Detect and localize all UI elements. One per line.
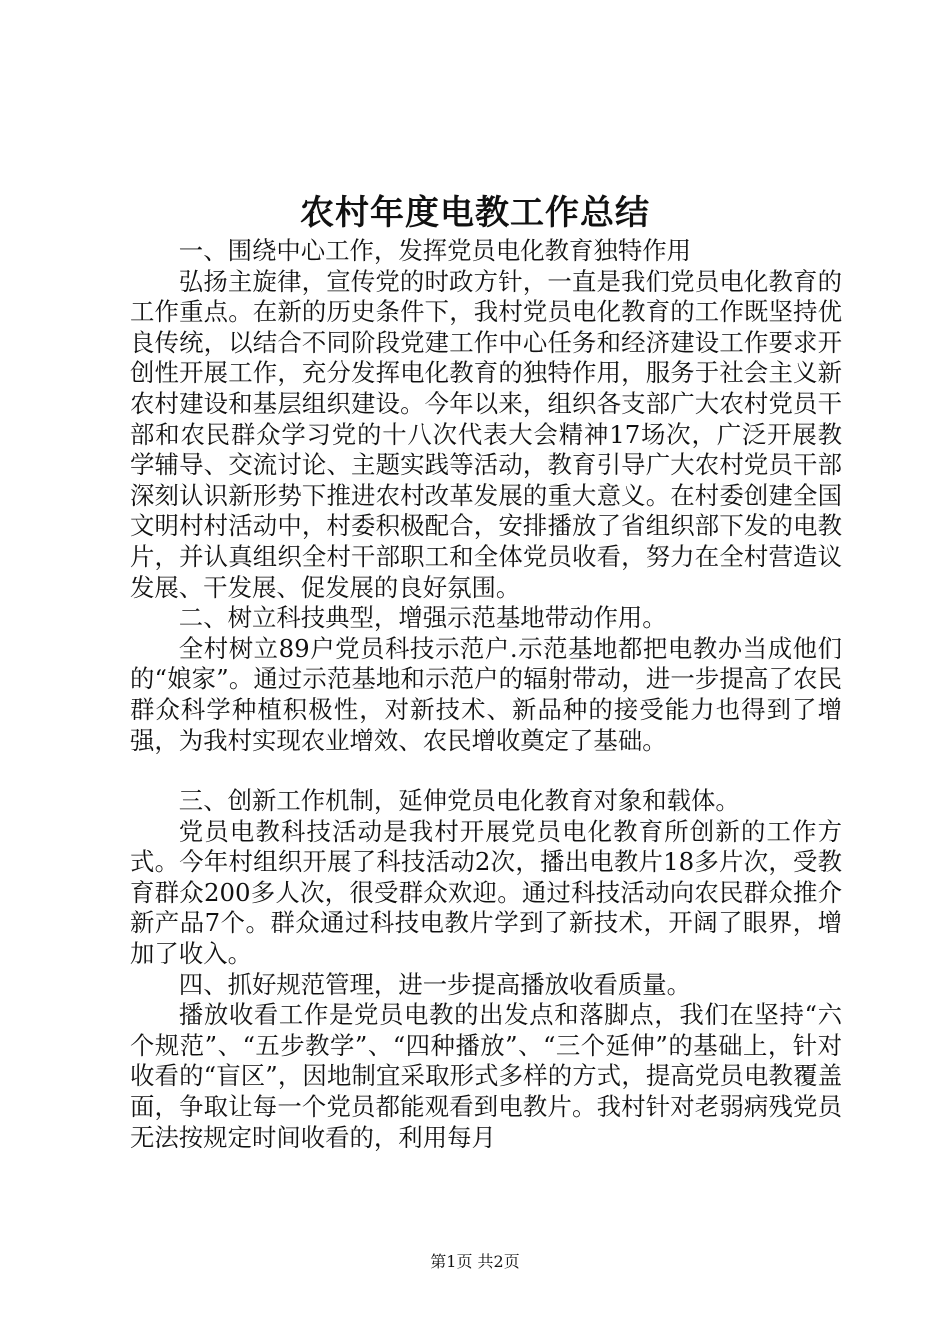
paragraph-2: 全村树立89户党员科技示范户.示范基地都把电教办当成他们的“娘家”。通过示范基地和示范户的辐射带动，进一步提高了农民群众科学种植积极性，对新技术、新品种的接受能力也得到了增强，为我村实现农业增效、农民增收奠定了基础。: [130, 633, 842, 755]
section-heading-4: 四、抓好规范管理，进一步提高播放收看质量。: [178, 969, 692, 999]
page-footer: 第1页 共2页: [430, 1252, 520, 1271]
document-body: [130, 236, 842, 1153]
paragraph-4: 播放收看工作是党员电教的出发点和落脚点，我们在坚持“六个规范”、“五步教学”、“四种播放”、“三个延伸”的基础上，针对收看的“盲区”，因地制宜采取形式多样的方式，提高党员电教覆盖面，争取让每一个党员都能观看到电教片。我村针对老弱病残党员无法按规定时间收看的，利用每月: [130, 1000, 842, 1152]
section-heading-2: 二、树立科技典型，增强示范基地带动作用。: [178, 603, 667, 633]
paragraph-1: 弘扬主旋律，宣传党的时政方针，一直是我们党员电化教育的工作重点。在新的历史条件下，我村党员电化教育的工作既坚持优良传统，以结合不同阶段党建工作中心任务和经济建设工作要求开创性开展工作，充分发挥电化教育的独特作用，服务于社会主义新农村建设和基层组织建设。今年以来，组织各支部广大农村党员干部和农民群众学习党的十八次代表大会精神17场次，广泛开展教学辅导、交流讨论、主题实践等活动，教育引导广大农村党员干部深刻认识新形势下推进农村改革发展的重大意义。在村委创建全国文明村村活动中，村委积极配合，安排播放了省组织部下发的电教片，并认真组织全村干部职工和全体党员收看，努力在全村营造议发展、干发展、促发展的良好氛围。: [130, 266, 842, 602]
paragraph-3: 党员电教科技活动是我村开展党员电化教育所创新的工作方式。今年村组织开展了科技活动2次，播出电教片18多片次，受教育群众200多人次，很受群众欢迎。通过科技活动向农民群众推介新产品7个。群众通过科技电教片学到了新技术，开阔了眼界，增加了收入。: [130, 816, 842, 969]
section-heading-3: 三、创新工作机制，延伸党员电化教育对象和载体。: [178, 786, 740, 816]
section-heading-1: 一、围绕中心工作，发挥党员电化教育独特作用: [178, 236, 692, 265]
document-title: 农村年度电教工作总结: [300, 193, 650, 233]
